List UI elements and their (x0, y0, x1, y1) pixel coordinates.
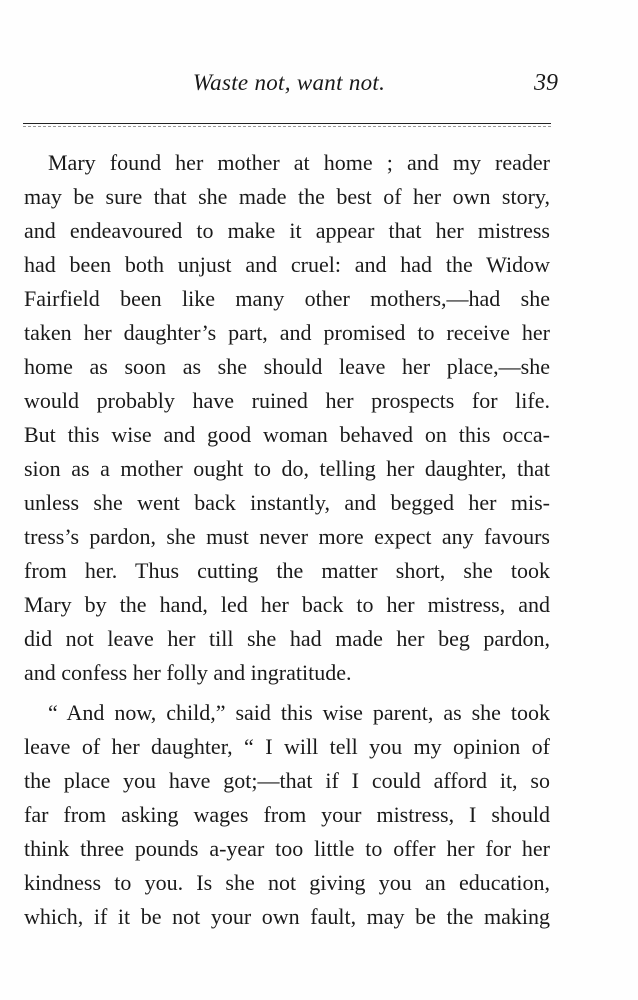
header-rule (23, 123, 551, 124)
text-line: the place you have got;—that if I could afford it, so (24, 768, 550, 793)
text-line: think three pounds a-year too little to offer her for her (24, 836, 550, 861)
text-line: leave of her daughter, “ I will tell you my opinion of (24, 734, 550, 759)
running-head (20, 70, 558, 106)
text-line: from her. Thus cutting the matter short, she took (24, 558, 550, 583)
text-line: tress’s pardon, she must never more expect any favours (24, 524, 550, 549)
text-line: and confess her folly and ingratitude. (24, 660, 352, 685)
text-line: sion as a mother ought to do, telling her daughter, that (24, 456, 550, 481)
text-line: taken her daughter’s part, and promised to receive her (24, 320, 550, 345)
body-text (24, 146, 550, 934)
text-line: home as soon as she should leave her place,—she (24, 354, 550, 379)
running-title: Waste not, want not. (192, 70, 386, 95)
text-line: Fairfield been like many other mothers,—had she (24, 286, 550, 311)
text-line: which, if it be not your own fault, may be the making (24, 904, 550, 929)
text-line: But this wise and good woman behaved on this occa- (24, 422, 550, 447)
text-line: Mary by the hand, led her back to her mistress, and (24, 592, 550, 617)
text-line: unless she went back instantly, and begged her mis- (24, 490, 550, 515)
text-line: Mary found her mother at home ; and my reader (48, 150, 550, 175)
text-line: did not leave her till she had made her beg pardon, (24, 626, 550, 651)
page-number: 39 (534, 70, 558, 96)
text-line: may be sure that she made the best of her own story, (24, 184, 550, 209)
text-line: “ And now, child,” said this wise parent, as she took (48, 700, 550, 725)
text-line: far from asking wages from your mistress, I should (24, 802, 550, 827)
text-line: kindness to you. Is she not giving you an education, (24, 870, 550, 895)
text-line: and endeavoured to make it appear that her mistress (24, 218, 550, 243)
text-line: would probably have ruined her prospects for life. (24, 388, 550, 413)
text-line: had been both unjust and cruel: and had the Widow (24, 252, 550, 277)
